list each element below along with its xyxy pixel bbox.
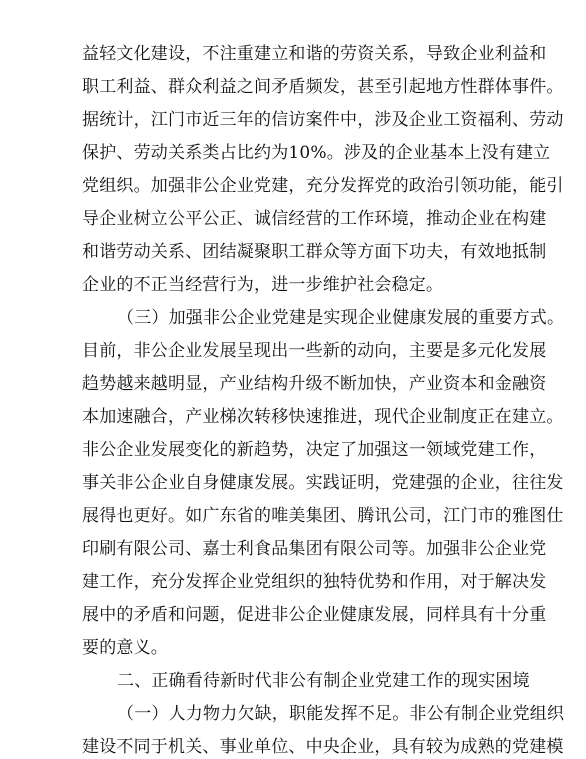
text-line: 展得也更好。如广东省的唯美集团、腾讯公司，江门市的雅图仕 <box>82 506 564 526</box>
text-line: 印刷有限公司、嘉士利食品集团有限公司等。加强非公企业党 <box>82 539 547 559</box>
text-line: 目前，非公企业发展呈现出一些新的动向，主要是多元化发展 <box>82 341 547 361</box>
paragraph-heading-3: （三）加强非公企业党建是实现企业健康发展的重要方式。 <box>117 308 565 328</box>
text-line: 建工作，充分发挥企业党组织的独特优势和作用，对于解决发 <box>82 572 547 592</box>
text-line: 保护、劳动关系类占比约为10%。涉及的企业基本上没有建立 <box>82 143 551 163</box>
text-line: 本加速融合，产业梯次转移快速推进，现代企业制度正在建立。 <box>82 407 564 427</box>
text-line: 导企业树立公平公正、诚信经营的工作环境，推动企业在构建 <box>82 209 547 229</box>
text-line: 党组织。加强非公企业党建，充分发挥党的政治引领功能，能引 <box>82 176 564 196</box>
text-line: 益轻文化建设，不注重建立和谐的劳资关系，导致企业利益和 <box>82 44 547 64</box>
paragraph-heading-1: （一）人力物力欠缺，职能发挥不足。非公有制企业党组织 <box>117 704 565 724</box>
section-heading-2: 二、正确看待新时代非公有制企业党建工作的现实困境 <box>117 671 530 691</box>
text-line: 职工利益、群众利益之间矛盾频发，甚至引起地方性群体事件。 <box>82 77 564 97</box>
text-line: 非公企业发展变化的新趋势，决定了加强这一领域党建工作， <box>82 440 547 460</box>
text-line: 展中的矛盾和问题，促进非公企业健康发展，同样具有十分重 <box>82 605 547 625</box>
text-line: 企业的不正当经营行为，进一步维护社会稳定。 <box>82 275 444 295</box>
text-line: 要的意义。 <box>82 638 168 658</box>
text-line: 和谐劳动关系、团结凝聚职工群众等方面下功夫，有效地抵制 <box>82 242 547 262</box>
text-line: 趋势越来越明显，产业结构升级不断加快，产业资本和金融资 <box>82 374 547 394</box>
text-line: 建设不同于机关、事业单位、中央企业，具有较为成熟的党建模 <box>82 737 564 757</box>
text-line: 事关非公企业自身健康发展。实践证明，党建强的企业，往往发 <box>82 473 564 493</box>
text-line: 据统计，江门市近三年的信访案件中，涉及企业工资福利、劳动 <box>82 110 564 130</box>
